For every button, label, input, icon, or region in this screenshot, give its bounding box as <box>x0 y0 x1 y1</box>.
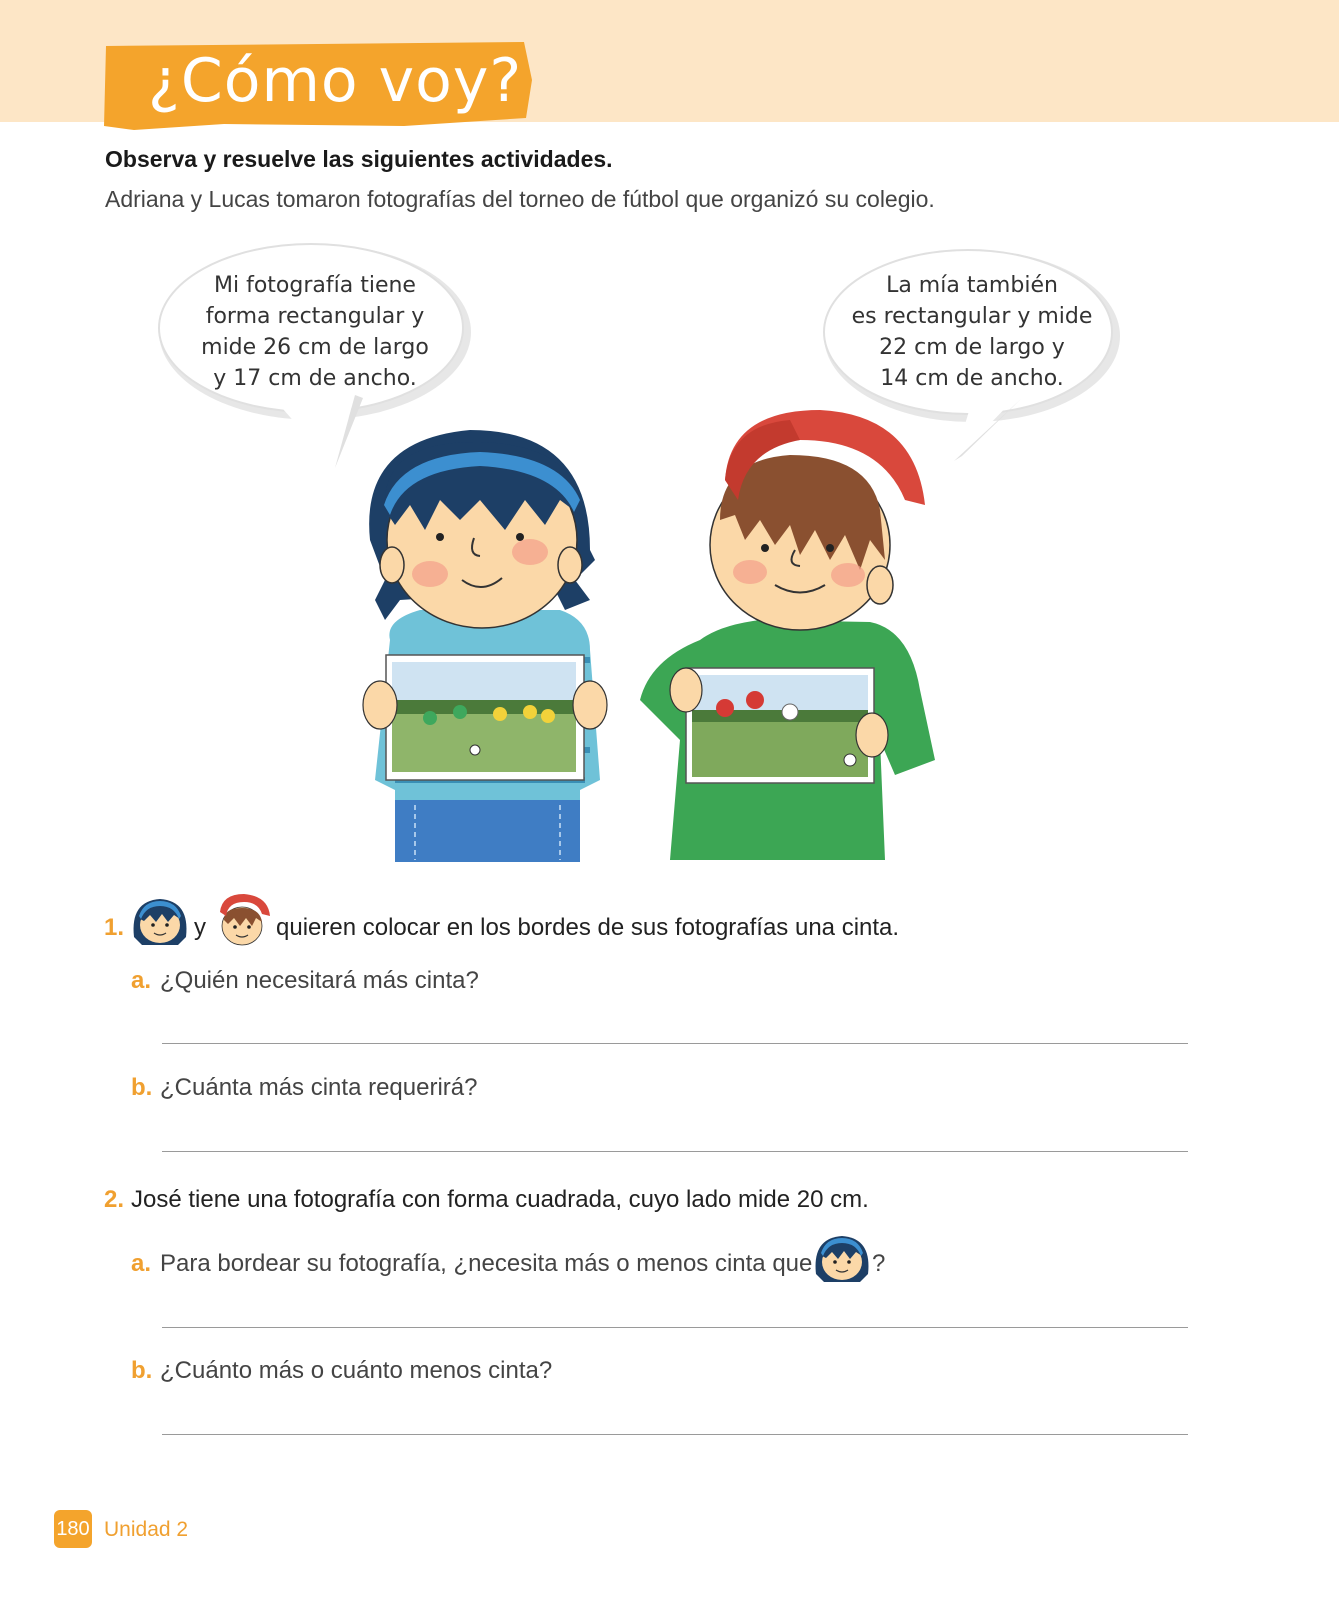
adriana-face-icon <box>812 1232 872 1284</box>
lucas-face-icon <box>212 890 272 950</box>
adriana-illustration <box>363 430 607 862</box>
bubble-line: mide 26 cm de largo <box>201 335 429 360</box>
sub-letter: b. <box>131 1074 153 1101</box>
sub-question-suffix: ? <box>872 1250 886 1277</box>
bubble-line: 14 cm de ancho. <box>880 366 1064 391</box>
instructions: Observa y resuelve las siguientes actividades. <box>105 146 613 172</box>
question-number: 2. <box>104 1186 125 1213</box>
question-text: quieren colocar en los bordes de sus fotografías una cinta. <box>276 914 900 941</box>
question-number: 1. <box>104 914 125 941</box>
sub-letter: a. <box>131 1250 152 1277</box>
bubble-line: La mía también <box>886 273 1058 298</box>
bubble-line: Mi fotografía tiene <box>214 273 416 298</box>
answer-line[interactable] <box>162 1151 1188 1152</box>
page-title: ¿Cómo voy? <box>148 46 523 116</box>
bubble-line: y 17 cm de ancho. <box>213 366 417 391</box>
intro-text: Adriana y Lucas tomaron fotografías del torneo de fútbol que organizó su colegio. <box>105 186 935 212</box>
bubble-line: forma rectangular y <box>205 304 425 329</box>
sub-question: ¿Quién necesitará más cinta? <box>160 967 479 994</box>
page-number: 180 <box>54 1510 92 1548</box>
sub-letter: b. <box>131 1357 153 1384</box>
answer-line[interactable] <box>162 1434 1188 1435</box>
sub-letter: a. <box>131 967 152 994</box>
bubble-line: es rectangular y mide <box>851 304 1093 329</box>
adriana-face-icon <box>130 895 190 947</box>
unit-label: Unidad 2 <box>104 1518 189 1541</box>
sub-question: ¿Cuánta más cinta requerirá? <box>160 1074 478 1101</box>
answer-line[interactable] <box>162 1043 1188 1044</box>
question-connector: y <box>194 914 206 941</box>
answer-line[interactable] <box>162 1327 1188 1328</box>
question-text: José tiene una fotografía con forma cuadrada, cuyo lado mide 20 cm. <box>131 1186 869 1213</box>
sub-question: Para bordear su fotografía, ¿necesita más o menos cinta que <box>160 1250 813 1277</box>
lucas-illustration <box>640 410 935 860</box>
bubble-line: 22 cm de largo y <box>879 335 1065 360</box>
sub-question: ¿Cuánto más o cuánto menos cinta? <box>160 1357 553 1384</box>
